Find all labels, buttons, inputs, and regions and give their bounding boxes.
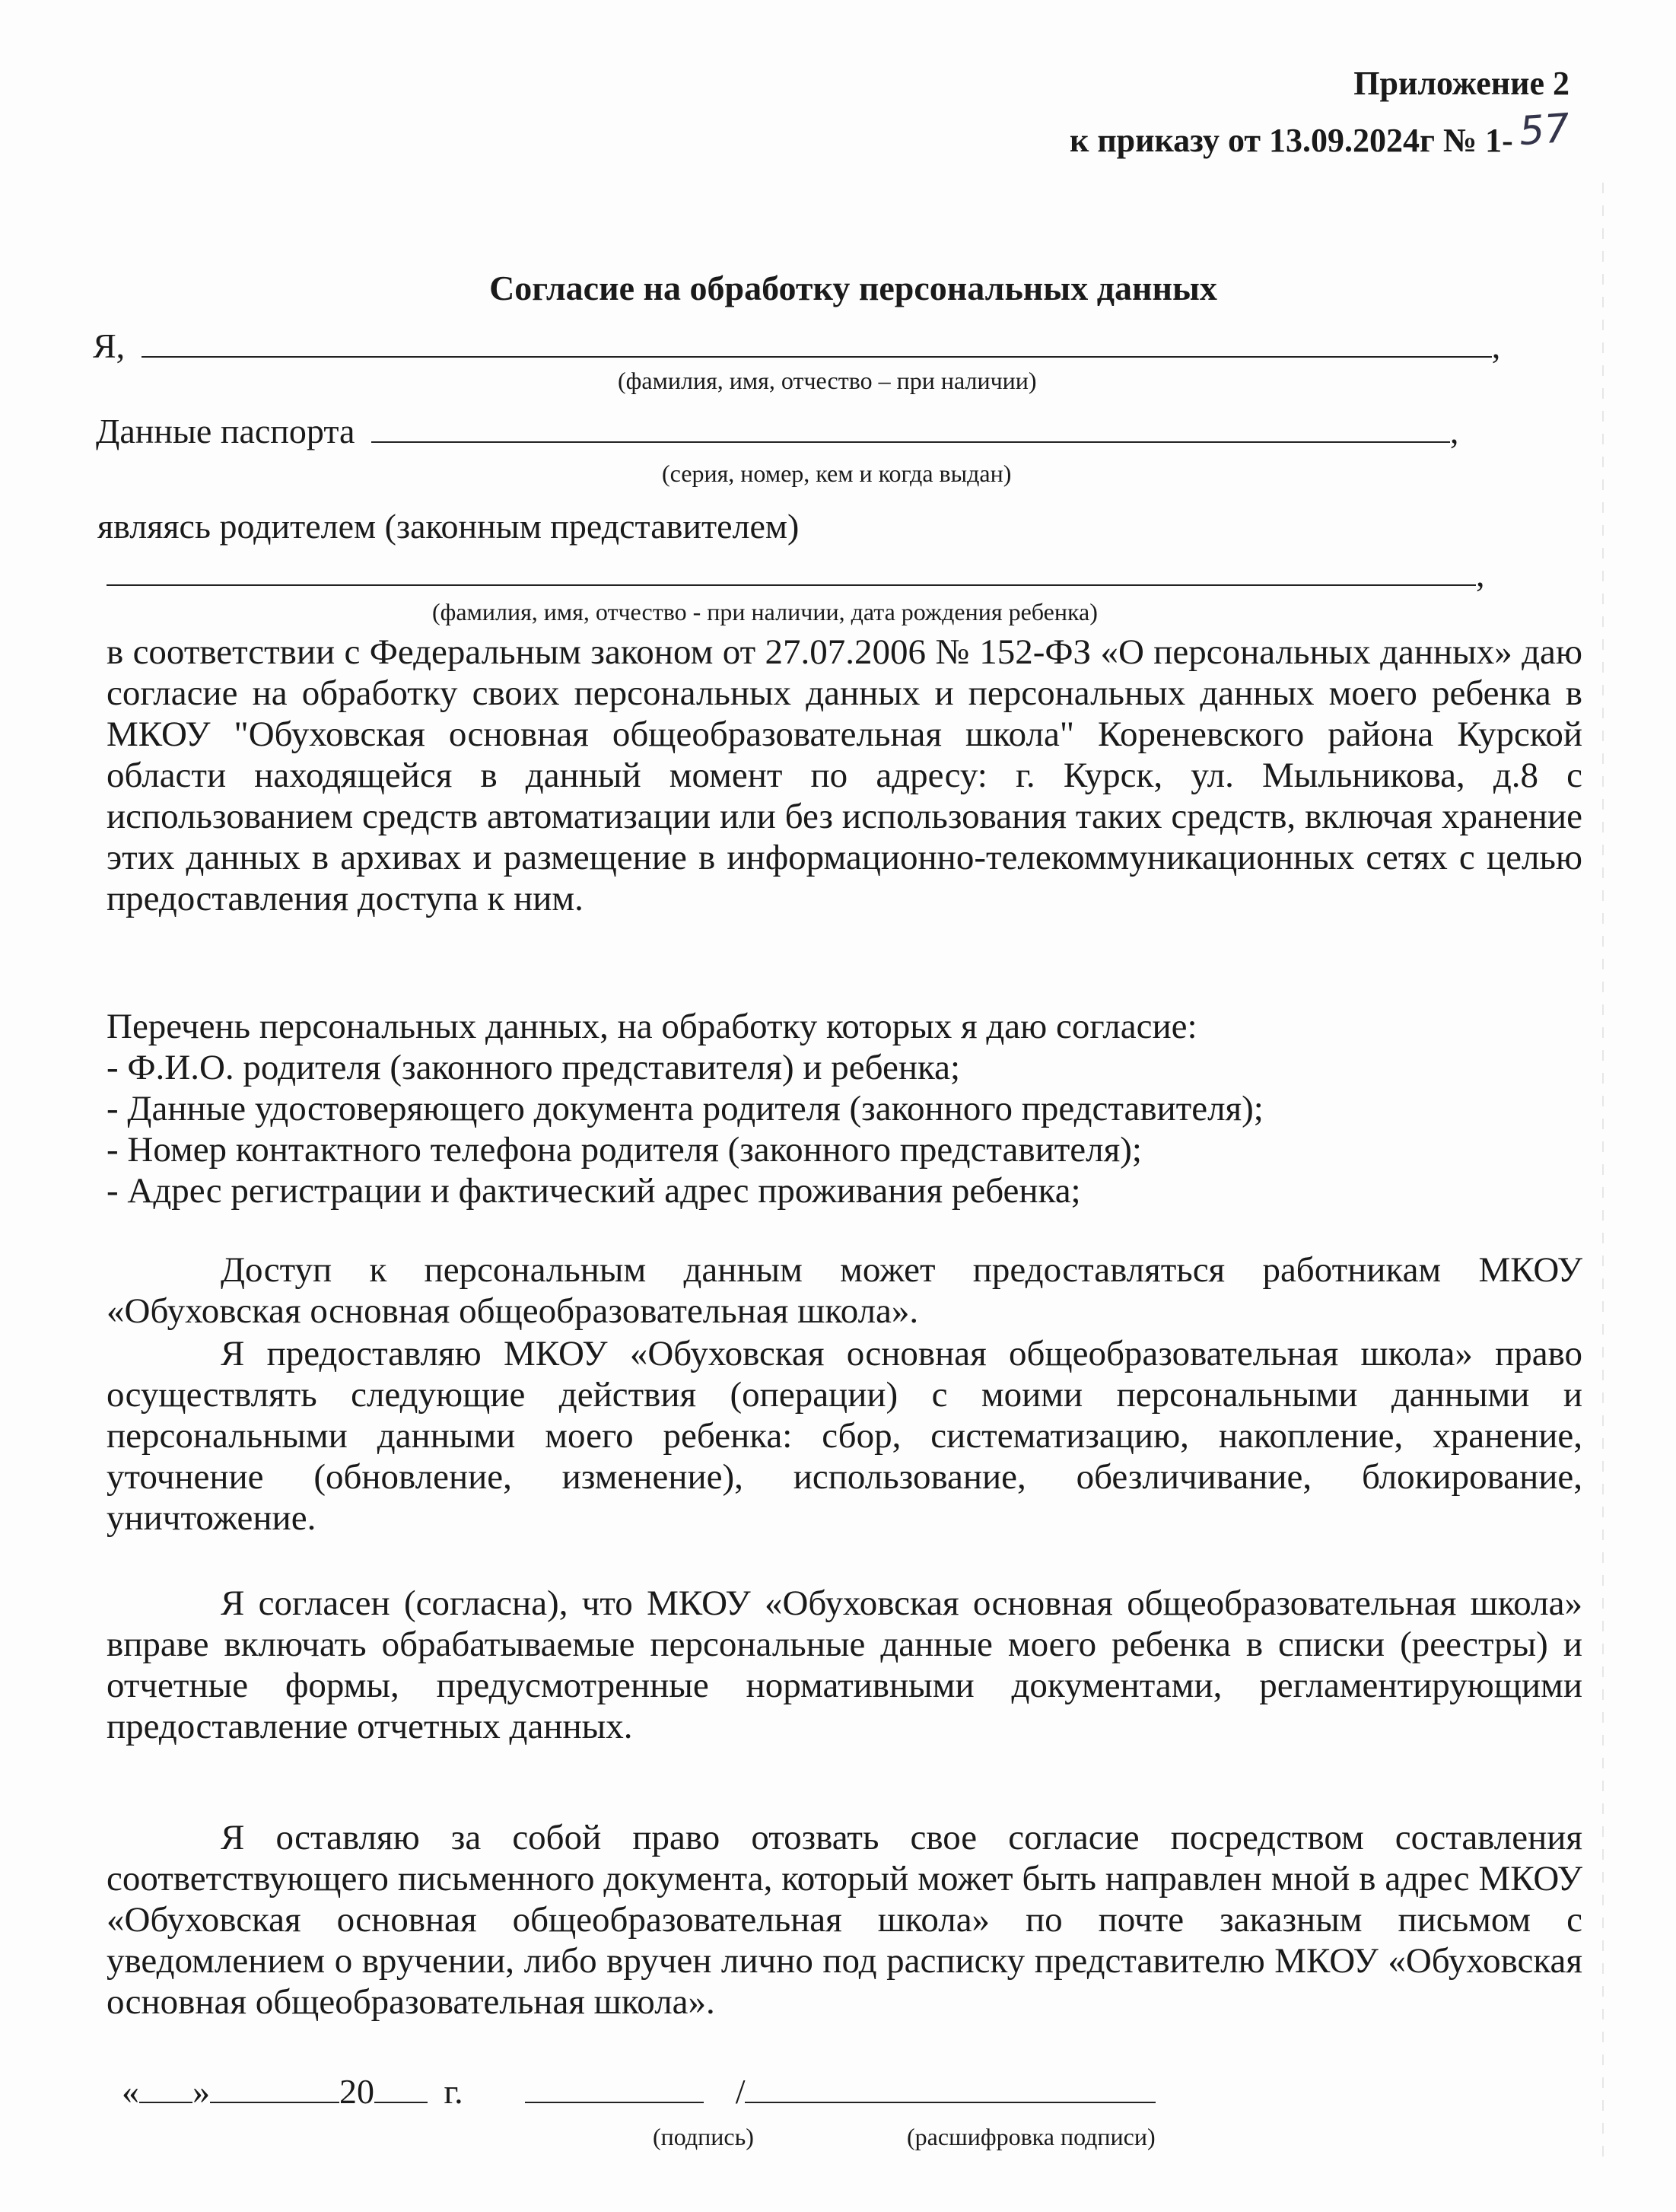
passport-fill-line[interactable]	[371, 411, 1450, 443]
signature-slash: /	[735, 2072, 746, 2111]
child-field-row	[107, 554, 1485, 594]
list-item: - Адрес регистрации и фактический адрес проживания ребенка;	[107, 1171, 1081, 1211]
order-reference-text: к приказу от 13.09.2024г № 1-	[1069, 122, 1513, 160]
list-item: - Данные удостоверяющего документа родителя (законного представителя);	[107, 1089, 1264, 1128]
order-reference	[1069, 105, 1571, 165]
handwritten-order-number: 57	[1517, 105, 1571, 155]
document-title: Согласие на обработку персональных данных	[489, 269, 1217, 307]
appendix-header	[1070, 59, 1569, 165]
scan-edge-artifact	[1602, 183, 1604, 2161]
consent-paragraph: в соответствии с Федеральным законом от 27.07.2006 № 152-ФЗ «О персональных данных» даю согласие на обработку своих персональных данных и персональных данных моего ребенка в МКОУ "Обуховская основная общеобразовательная школа" Кореневского района Курской области находящейся в данный момент по адресу: г. Курск, ул. Мыльникова, д.8 с использованием средств автоматизации или без использования таких средств, включая хранение этих данных в архивах и размещение в информационно-телекоммуникационных сетях с целью предоставления доступа к ним.	[107, 632, 1582, 918]
date-quote-close: »	[192, 2072, 210, 2111]
revoke-paragraph: Я оставляю за собой право отозвать свое согласие посредством составления соответствующего письменного документа, который может быть направлен мной в адрес МКОУ «Обуховская основная общеобразовательная школа» по почте заказным письмом с уведомлением о вручении, либо вручен лично под расписку представителю МКОУ «Обуховская основная общеобразовательная школа».	[107, 1818, 1582, 2022]
signature-decoding-caption: (расшифровка подписи)	[907, 2123, 1156, 2150]
name-field-row	[93, 326, 1500, 366]
passport-field-comma: ,	[1449, 412, 1459, 450]
name-field-prefix: Я,	[93, 326, 126, 365]
passport-caption: (серия, номер, кем и когда выдан)	[662, 460, 1012, 487]
registers-paragraph: Я согласен (согласна), что МКОУ «Обуховская основная общеобразовательная школа» вправе включать обрабатываемые персональные данные моего ребенка в списки (реестры) и отчетные формы, предусмотренные нормативными документами, регламентирующими предоставление отчетных данных.	[107, 1583, 1582, 1746]
signature-fill-line[interactable]	[525, 2071, 704, 2103]
year-prefix: 20	[339, 2072, 374, 2111]
date-quote-open: «	[122, 2072, 139, 2111]
passport-field-row	[96, 411, 1458, 451]
signature-row	[122, 2071, 1156, 2112]
child-fill-line[interactable]	[107, 554, 1476, 586]
day-fill-line[interactable]	[139, 2071, 192, 2103]
signature-decoding-fill-line[interactable]	[745, 2071, 1156, 2103]
list-item: - Ф.И.О. родителя (законного представителя) и ребенка;	[107, 1048, 961, 1087]
parent-status-row: являясь родителем (законным представителем)	[97, 507, 800, 546]
list-item: - Номер контактного телефона родителя (законного представителя);	[107, 1130, 1142, 1170]
appendix-label: Приложение 2	[1353, 65, 1569, 102]
year-fill-line[interactable]	[374, 2071, 428, 2103]
name-field-comma: ,	[1491, 326, 1501, 365]
list-intro: Перечень персональных данных, на обработку которых я даю согласие:	[107, 1007, 1197, 1046]
month-fill-line[interactable]	[210, 2071, 339, 2103]
child-caption: (фамилия, имя, отчество - при наличии, дата рождения ребенка)	[432, 598, 1098, 625]
operations-paragraph: Я предоставляю МКОУ «Обуховская основная общеобразовательная школа» право осуществлять следующие действия (операции) с моими персональными данными и персональными данными моего ребенка: сбор, систематизацию, накопление, хранение, уточнение (обновление, изменение), использование, обезличивание, блокирование, уничтожение.	[107, 1334, 1582, 1538]
year-suffix: г.	[444, 2072, 463, 2111]
child-field-comma: ,	[1476, 555, 1485, 594]
signature-caption: (подпись)	[653, 2123, 754, 2150]
name-fill-line[interactable]	[142, 326, 1492, 358]
personal-data-list-block	[107, 1006, 1582, 1211]
passport-field-prefix: Данные паспорта	[96, 412, 355, 450]
access-paragraph: Доступ к персональным данным может предоставляться работникам МКОУ «Обуховская основная общеобразовательная школа».	[107, 1250, 1582, 1331]
name-caption: (фамилия, имя, отчество – при наличии)	[618, 367, 1037, 394]
